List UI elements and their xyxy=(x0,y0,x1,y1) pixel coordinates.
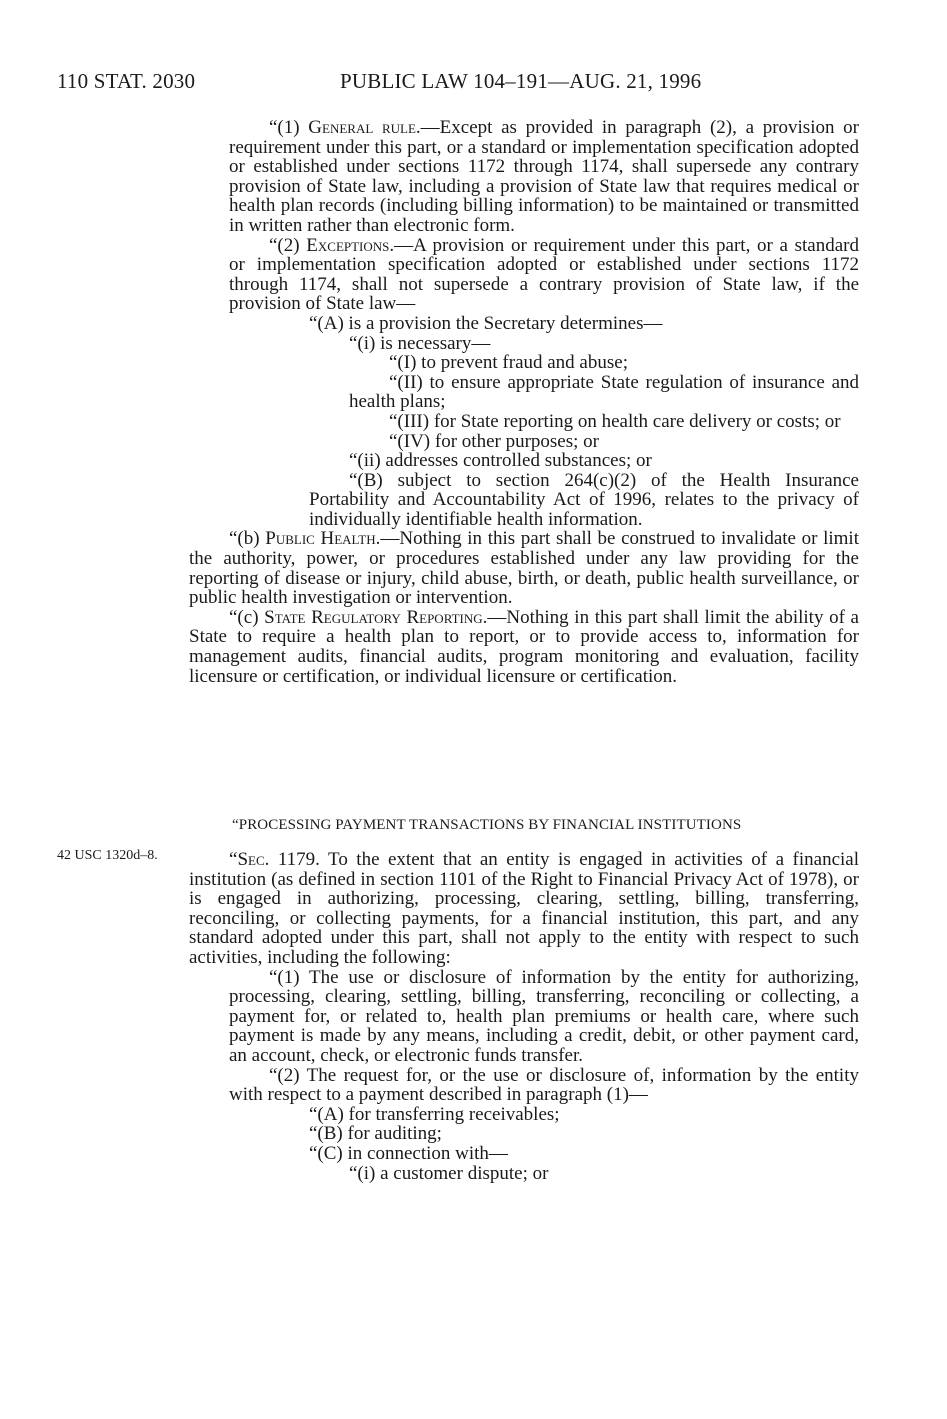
section-1179-clause-i: “(i) a customer dispute; or xyxy=(349,1162,549,1184)
upper-text-block xyxy=(189,117,859,687)
section-1179-sub-b: “(B) for auditing; xyxy=(309,1123,442,1145)
section-1179-sub-a: “(A) for transferring receivables; xyxy=(309,1103,560,1125)
section-1179-paragraph-1: “(1) The use or disclosure of information by the entity for authorizing, processing, clearing, settling, billing, transferring, reconciling or collecting, a payment for, or related to, health plan premiums or health care, where such payment is made by any means, including a credit, debit, or other payment card, an account, check, or electronic funds transfer. xyxy=(229,966,859,1066)
page-citation: 110 STAT. 2030 xyxy=(57,69,196,93)
lower-text-block xyxy=(189,849,859,1184)
subclause-II: “(II) to ensure appropriate State regulation of insurance and health plans; xyxy=(349,371,859,413)
usc-margin-note: 42 USC 1320d–8. xyxy=(57,848,158,863)
section-heading: “PROCESSING PAYMENT TRANSACTIONS BY FINANCIAL INSTITUTIONS xyxy=(232,817,742,833)
clause-i: “(i) is necessary— xyxy=(349,332,491,354)
subclause-III: “(III) for State reporting on health care delivery or costs; or xyxy=(389,410,841,432)
subclause-I: “(I) to prevent fraud and abuse; xyxy=(389,352,628,374)
subclause-IV: “(IV) for other purposes; or xyxy=(389,430,599,452)
section-1179-intro: “Sec. 1179. To the extent that an entity is engaged in activities of a financial institution (as defined in section 1101 of the Right to Financial Privacy Act of 1978), or is engaged in authorizing, processing, clearing, settling, billing, transferring, reconciling, or collecting payments, for a financial institution, this part, and any standard adopted under this part, shall not apply to the entity with respect to such activities, including the following: xyxy=(189,849,859,968)
paragraph-general-rule: “(1) General rule.—Except as provided in paragraph (2), a provision or requirement under this part, or a standard or implementation specification adopted or established under sections 1172 through 1174, shall supersede any contrary provision of State law, including a provision of State law that requires medical or health plan records (including billing information) to be maintained or transmitted in written rather than electronic form. xyxy=(229,117,859,236)
section-1179-paragraph-2: “(2) The request for, or the use or disclosure of, information by the entity with respect to a payment described in paragraph (1)— xyxy=(229,1064,859,1106)
subparagraph-b: “(B) subject to section 264(c)(2) of the Health Insurance Portability and Accountability Act of 1996, relates to the privacy of individually identifiable health information. xyxy=(309,469,859,530)
subparagraph-a: “(A) is a provision the Secretary determines— xyxy=(309,312,663,334)
running-head: PUBLIC LAW 104–191—AUG. 21, 1996 xyxy=(340,69,702,93)
clause-ii: “(ii) addresses controlled substances; or xyxy=(349,450,652,472)
paragraph-exceptions: “(2) Exceptions.—A provision or requirement under this part, or a standard or implementation specification adopted or established under sections 1172 through 1174, shall not supersede a contrary provision of State law, if the provision of State law— xyxy=(229,234,859,315)
section-1179-sub-c: “(C) in connection with— xyxy=(309,1142,508,1164)
subsection-b-public-health: “(b) Public Health.—Nothing in this part shall be construed to invalidate or limit the authority, power, or procedures established under any law providing for the reporting of disease or injury, child abuse, birth, or death, public health surveillance, or public health investigation or intervention. xyxy=(189,528,859,609)
subsection-c-state-reporting: “(c) State Regulatory Reporting.—Nothing in this part shall limit the ability of a State to require a health plan to report, or to provide access to, information for management audits, financial audits, program monitoring and evaluation, facility licensure or certification, or individual licensure or certification. xyxy=(189,606,859,687)
